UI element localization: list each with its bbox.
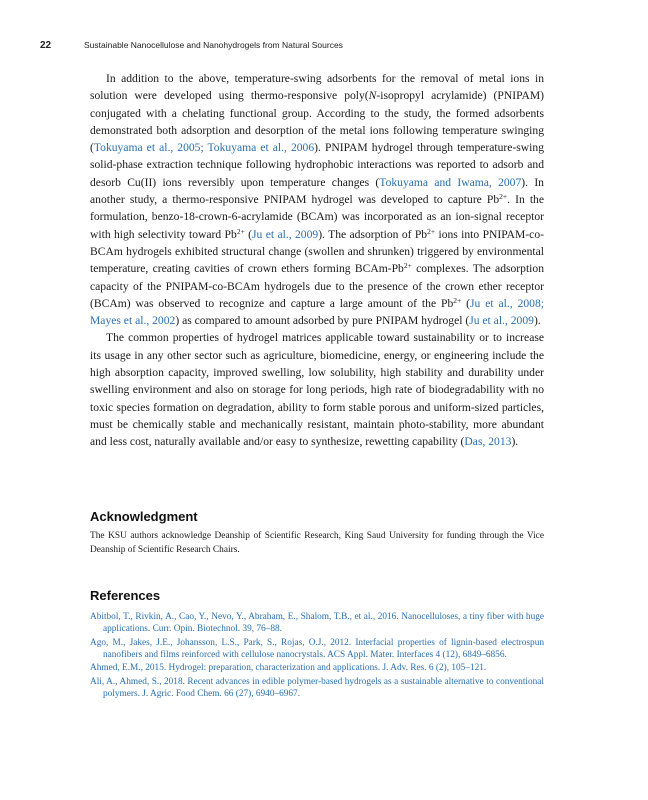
reference-item[interactable]: Ago, M., Jakes, J.E., Johansson, L.S., Park, S., Rojas, O.J., 2012. Interfacial properties of lignin-based electrospun nanofibers and films reinforced with cellulose nanocrystals. ACS Appl. Mater. Interfaces 4 (12), 6849–6856. [90,637,544,660]
citation-link[interactable]: Tokuyama et al., 2005; Tokuyama et al., 2006 [93,141,315,155]
text-run: . In the formulation, benzo-18-crown-6-acrylamide (BCAm) was incorporated as an ion-signal receptor with high selectivity toward Pb [90,193,544,241]
running-title: Sustainable Nanocellulose and Nanohydrogels from Natural Sources [84,40,343,50]
paragraph-2 [90,329,544,450]
references-heading: References [90,588,161,603]
text-run: ( [244,227,253,241]
italic-run: N [368,89,377,103]
page-number: 22 [40,40,52,51]
citation-link[interactable]: Ju et al., 2009 [252,227,319,241]
acknowledgment-text: The KSU authors acknowledge Deanship of Scientific Research, King Saud University for funding through the Vice Deanship of Scientific Research Chairs. [90,531,544,555]
text-run: -isopropyl acrylamide) (PNIPAM) conjugated with a chelating functional group. According to the study, the formed adsorbents demonstrated both adsorption and desorption of the metal ions following temperature swinging ( [90,89,544,155]
text-run: ). [511,435,519,449]
text-run: complexes. The adsorption capacity of the PNIPAM-co-BCAm hydrogels due to the presence of the crown ether receptor (BCAm) was observed to recognize and capture a large amount of the Pb [90,262,544,310]
text-run: ). PNIPAM hydrogel through temperature-swing solid-phase extraction technique following hydrophobic interactions was reported to adsorb and desorb Cu(II) ions reversibly upon temperature changes ( [90,141,544,189]
superscript: 2+ [427,226,436,236]
reference-list [90,611,544,701]
reference-item[interactable]: Ali, A., Ahmed, S., 2018. Recent advances in edible polymer-based hydrogels as a sustainable alternative to conventional polymers. J. Agric. Food Chem. 66 (27), 6940–6967. [90,676,544,699]
text-run: ions into PNIPAM-co-BCAm hydrogels exhibited structural change (swollen and shrunken) triggered by environmental temperature, creating cavities of crown ethers forming BCAm-Pb [90,227,544,276]
text-run: ). [533,314,541,328]
superscript: 2+ [499,192,508,202]
text-run: ( [461,296,471,310]
text-run: ). In another study, a thermo-responsive PNIPAM hydrogel was developed to capture Pb [90,175,544,207]
body-text [90,70,544,451]
reference-item[interactable]: Ahmed, E.M., 2015. Hydrogel: preparation, characterization and applications. J. Adv. Res. 6 (2), 105–121. [90,663,487,674]
reference-item[interactable]: Abitbol, T., Rivkin, A., Cao, Y., Nevo, Y., Abraham, E., Shalom, T.B., et al., 2016. Nanocelluloses, a tiny fiber with huge applications. Curr. Opin. Biotechnol. 39, 76–88. [90,612,544,635]
acknowledgment-heading: Acknowledgment [90,509,198,524]
citation-link[interactable]: Ju et al., 2008; Mayes et al., 2002 [90,296,544,328]
text-run: ) as compared to amount adsorbed by pure PNIPAM hydrogel ( [175,314,470,328]
superscript: 2+ [236,226,245,236]
paragraph-1 [90,70,544,329]
superscript: 2+ [403,261,412,271]
text-run: ). The adsorption of Pb [318,227,428,241]
citation-link[interactable]: Tokuyama and Iwama, 2007 [379,175,522,189]
text-run: In addition to the above, temperature-swing adsorbents for the removal of metal ions in solution were developed using thermo-responsive poly( [90,72,544,103]
text-run: The common properties of hydrogel matrices applicable toward sustainability or to increase its usage in any other sector such as agriculture, biomedicine, energy, or engineering include the high absorption capacity, improved swelling, low solubility, high stability and durability under swelling environment and also on storage for long periods, high rate of biodegradability with no toxic species formation on degradation, ability to form stable porous and uniform-sized particles, must be chemically stable and mechanically resistant, maintain photo-stability, more abundant and less cost, naturally available and/or easy to synthesize, rewetting capability ( [90,331,544,449]
citation-link[interactable]: Ju et al., 2009 [469,314,534,328]
running-header [40,40,548,54]
superscript: 2+ [453,295,462,305]
citation-link[interactable]: Das, 2013 [464,435,512,449]
